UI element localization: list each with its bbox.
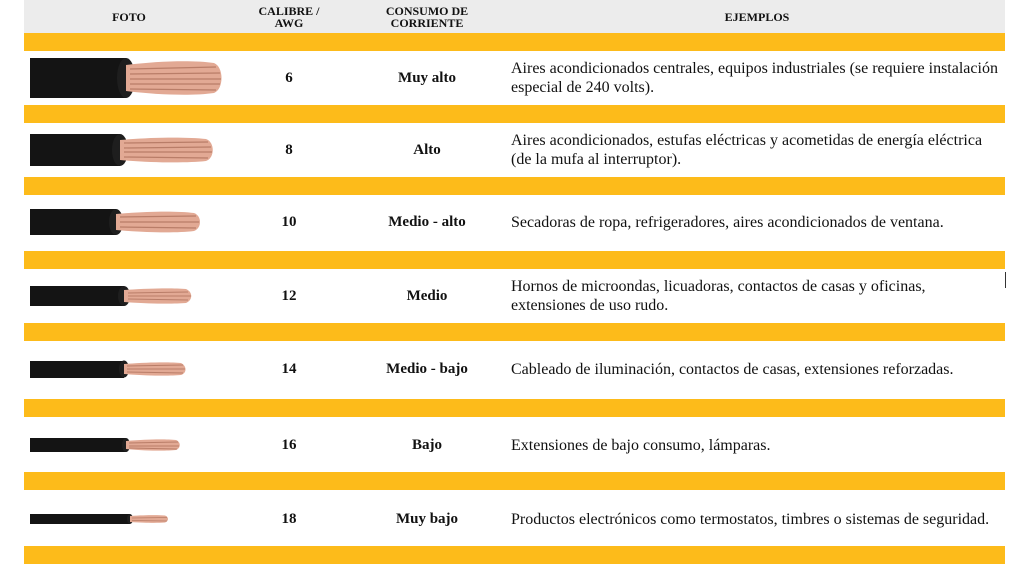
ejemplos-text: Productos electrónicos como termostatos, timbres o sistemas de seguridad.	[511, 510, 990, 528]
header-calibre: CALIBRE / AWG	[258, 3, 320, 30]
stripe-divider	[24, 546, 1005, 564]
ejemplos-text: Aires acondicionados, estufas eléctricas y acometidas de energía eléctrica (de la mufa al interruptor).	[511, 132, 983, 168]
table-row	[24, 51, 1005, 105]
header-foto: FOTO	[112, 9, 146, 24]
wire-photo	[28, 195, 228, 249]
table-row	[24, 418, 1005, 472]
awg-table	[24, 0, 1005, 576]
wire-copper	[120, 138, 213, 163]
table-header	[24, 0, 1005, 33]
awg-value: 12	[281, 287, 297, 304]
table-row	[24, 269, 1005, 323]
wire-icon	[28, 492, 228, 546]
ejemplos-text: Cableado de iluminación, contactos de casas, extensiones reforzadas.	[511, 360, 954, 378]
consumo-value: Medio - bajo	[386, 360, 468, 377]
wire-icon	[28, 195, 228, 249]
ejemplos-text: Secadoras de ropa, refrigeradores, aires acondicionados de ventana.	[511, 213, 944, 231]
wire-insulation	[30, 514, 130, 524]
awg-value: 8	[285, 141, 293, 158]
consumo-value: Medio - alto	[388, 213, 466, 230]
wire-photo	[28, 492, 228, 546]
wire-icon	[28, 269, 228, 323]
consumo-value: Medio	[406, 287, 448, 304]
wire-insulation	[30, 58, 126, 98]
wire-copper	[130, 515, 168, 523]
wire-photo	[28, 342, 228, 396]
awg-value: 18	[281, 510, 297, 527]
text-cursor	[1005, 272, 1006, 288]
ejemplos-text: Extensiones de bajo consumo, lámparas.	[511, 436, 771, 454]
consumo-value: Muy alto	[398, 69, 456, 86]
wire-icon	[28, 342, 228, 396]
wire-icon	[28, 123, 228, 177]
stripe-divider	[24, 251, 1005, 269]
stripe-divider	[24, 177, 1005, 195]
awg-value: 6	[285, 69, 293, 86]
wire-insulation	[30, 361, 124, 378]
awg-value: 10	[281, 213, 297, 230]
wire-insulation	[30, 134, 120, 166]
awg-value: 14	[281, 360, 297, 377]
wire-insulation	[30, 438, 126, 452]
header-consumo: CONSUMO DE CORRIENTE	[385, 3, 469, 30]
wire-insulation	[30, 286, 124, 306]
stripe-divider	[24, 105, 1005, 123]
stripe-divider	[24, 399, 1005, 417]
table-row	[24, 123, 1005, 177]
consumo-value: Alto	[413, 141, 441, 158]
wire-photo	[28, 51, 228, 105]
table-row	[24, 342, 1005, 396]
stripe-divider	[24, 323, 1005, 341]
wire-icon	[28, 418, 228, 472]
table-row	[24, 195, 1005, 249]
awg-value: 16	[281, 436, 297, 453]
wire-photo	[28, 123, 228, 177]
header-ejemplos: EJEMPLOS	[724, 9, 790, 24]
wire-insulation	[30, 209, 116, 235]
table-row	[24, 492, 1005, 546]
stripe-divider	[24, 472, 1005, 490]
wire-photo	[28, 418, 228, 472]
wire-icon	[28, 51, 228, 105]
wire-photo	[28, 269, 228, 323]
consumo-value: Muy bajo	[395, 510, 459, 527]
ejemplos-text: Hornos de microondas, licuadoras, contactos de casas y oficinas, extensiones de uso rudo.	[511, 278, 926, 314]
ejemplos-text: Aires acondicionados centrales, equipos industriales (se requiere instalación especial de 240 volts).	[511, 60, 998, 96]
stripe-divider	[24, 33, 1005, 51]
consumo-value: Bajo	[412, 436, 442, 453]
